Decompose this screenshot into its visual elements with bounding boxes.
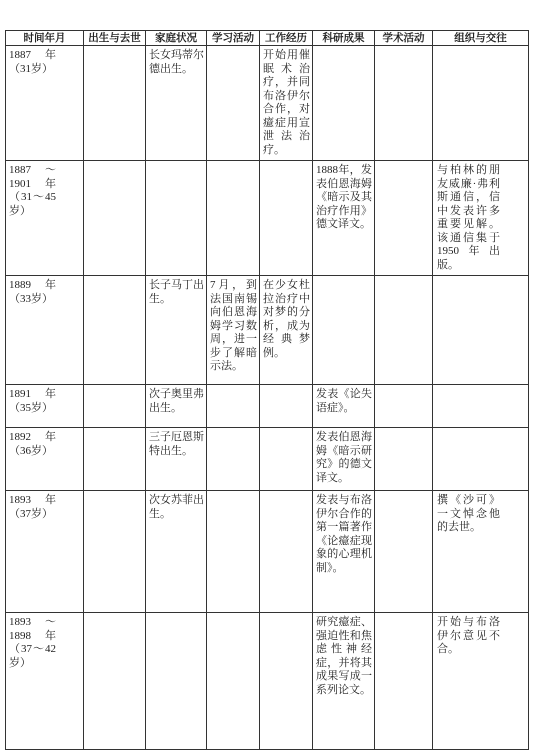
birth-death-cell — [84, 428, 146, 491]
time-cell: 1891年（35岁） — [6, 385, 84, 428]
work-cell — [260, 161, 313, 276]
table-row — [6, 491, 529, 613]
org-cell — [433, 46, 529, 161]
birth-death-cell — [84, 613, 146, 750]
time-cell: 1892年（36岁） — [6, 428, 84, 491]
work-cell: 开始用催眠术治疗，并同布洛伊尔合作，对癔症用宣泄法治疗。 — [260, 46, 313, 161]
time-cell: 1887年（31岁） — [6, 46, 84, 161]
birth-death-cell — [84, 276, 146, 385]
academic-cell — [375, 428, 433, 491]
family-cell: 次女苏菲出生。 — [146, 491, 207, 613]
work-cell — [260, 385, 313, 428]
work-cell — [260, 428, 313, 491]
time-cell: 1887～1901年（31～45岁） — [6, 161, 84, 276]
work-cell: 在少女杜拉治疗中对梦的分析，成为经典梦例。 — [260, 276, 313, 385]
research-cell — [313, 276, 375, 385]
birth-death-cell — [84, 46, 146, 161]
family-cell: 长女玛蒂尔德出生。 — [146, 46, 207, 161]
study-cell — [207, 491, 260, 613]
header-time: 时间年月 — [6, 31, 84, 46]
chronology-table — [5, 30, 529, 750]
study-cell — [207, 613, 260, 750]
work-cell — [260, 613, 313, 750]
header-birth-death: 出生与去世 — [84, 31, 146, 46]
org-cell: 与柏林的朋友威廉·弗利斯通信，信中发表许多重要见解。该通信集于1950年出版。 — [433, 161, 529, 276]
table-row — [6, 613, 529, 750]
family-cell — [146, 613, 207, 750]
header-work: 工作经历 — [260, 31, 313, 46]
time-cell: 1893～1898年（37～42岁） — [6, 613, 84, 750]
study-cell: 7月，到法国南锡向伯恩海姆学习数周，进一步了解暗示法。 — [207, 276, 260, 385]
birth-death-cell — [84, 491, 146, 613]
research-cell: 发表伯恩海姆《暗示研究》的德文译文。 — [313, 428, 375, 491]
academic-cell — [375, 276, 433, 385]
research-cell: 发表与布洛伊尔合作的第一篇著作《论癔症现象的心理机制》。 — [313, 491, 375, 613]
table-row — [6, 385, 529, 428]
family-cell — [146, 161, 207, 276]
header-org: 组织与交往 — [433, 31, 529, 46]
org-cell — [433, 385, 529, 428]
study-cell — [207, 385, 260, 428]
org-cell — [433, 428, 529, 491]
time-cell: 1893年（37岁） — [6, 491, 84, 613]
research-cell — [313, 46, 375, 161]
study-cell — [207, 161, 260, 276]
family-cell: 次子奥里弗出生。 — [146, 385, 207, 428]
time-cell: 1889年（33岁） — [6, 276, 84, 385]
org-cell: 开始与布洛伊尔意见不合。 — [433, 613, 529, 750]
academic-cell — [375, 161, 433, 276]
table-row — [6, 276, 529, 385]
table-row — [6, 428, 529, 491]
header-study: 学习活动 — [207, 31, 260, 46]
header-family: 家庭状况 — [146, 31, 207, 46]
study-cell — [207, 46, 260, 161]
birth-death-cell — [84, 161, 146, 276]
birth-death-cell — [84, 385, 146, 428]
academic-cell — [375, 613, 433, 750]
study-cell — [207, 428, 260, 491]
header-research: 科研成果 — [313, 31, 375, 46]
org-cell: 撰《沙可》一文悼念他的去世。 — [433, 491, 529, 613]
work-cell — [260, 491, 313, 613]
research-cell: 发表《论失语症》。 — [313, 385, 375, 428]
header-academic: 学术活动 — [375, 31, 433, 46]
academic-cell — [375, 491, 433, 613]
table-row — [6, 161, 529, 276]
family-cell: 长子马丁出生。 — [146, 276, 207, 385]
table-header-row — [6, 31, 529, 46]
table-row — [6, 46, 529, 161]
research-cell: 1888年，发表伯恩海姆《暗示及其治疗作用》德文译文。 — [313, 161, 375, 276]
family-cell: 三子厄恩斯特出生。 — [146, 428, 207, 491]
org-cell — [433, 276, 529, 385]
research-cell: 研究癔症、强迫性和焦虑性神经症，并将其成果写成一系列论文。 — [313, 613, 375, 750]
academic-cell — [375, 385, 433, 428]
academic-cell — [375, 46, 433, 161]
